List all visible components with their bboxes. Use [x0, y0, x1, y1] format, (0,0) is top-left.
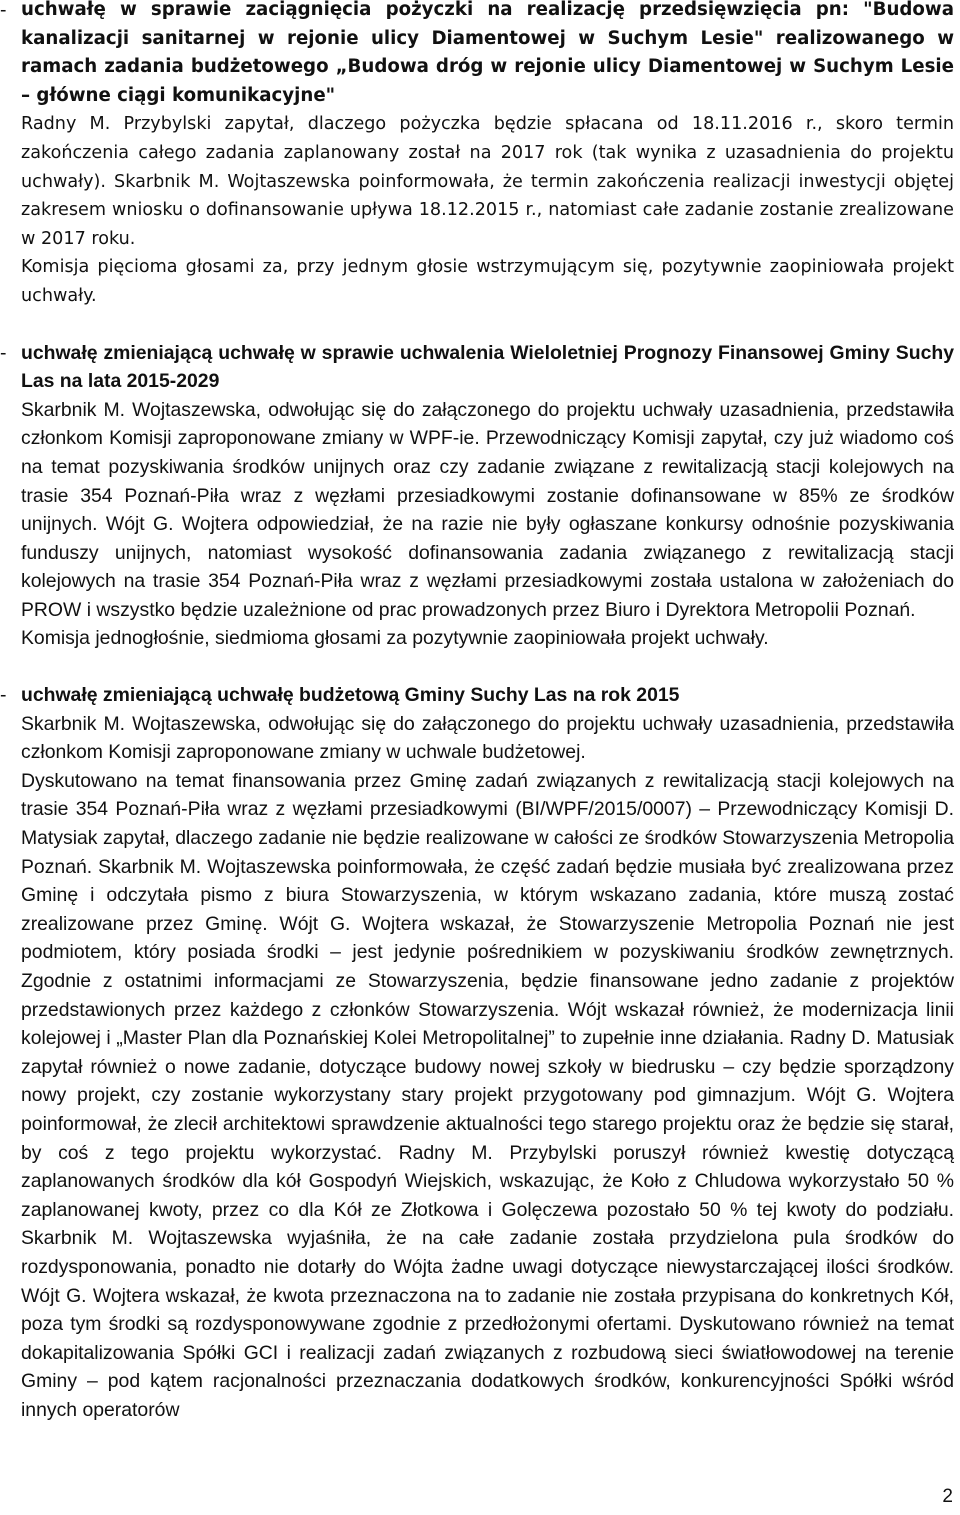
list-dash: -: [0, 684, 7, 707]
section-paragraph: Radny M. Przybylski zapytał, dlaczego pożyczka będzie spłacana od 18.11.2016 r., skoro termin zakończenia całego zadania zaplanowany został na 2017 rok (tak wynika z uzasadnienia do projektu uchwały). Skarbnik M. Wojtaszewska poinformowała, że termin zakończenia realizacji inwestycji objętej zakresem wniosku o dofinansowanie upływa 18.12.2015 r., natomiast całe zadanie zostanie zrealizowane w 2017 roku.: [21, 114, 954, 249]
page-number: 2: [942, 1486, 953, 1507]
list-dash: -: [0, 0, 7, 21]
section-paragraph: Skarbnik M. Wojtaszewska, odwołując się do załączonego do projektu uchwały uzasadnienia, przedstawiła członkom Komisji zaproponowane zmiany w WPF-ie. Przewodniczący Komisji zapytał, czy już wiadomo coś na temat pozyskiwania środków unijnych oraz czy zadanie związane z rewitalizacją stacji kolejowych na trasie 354 Poznań-Piła wraz z węzłami przesiadkowymi zostanie dofinansowane w 85% ze środków unijnych. Wójt G. Wojtera odpowiedział, że na razie nie były ogłaszane konkursy odnośnie pozyskiwania funduszy unijnych, natomiast wysokość dofinansowania zadania związanego z rewitalizacją stacji kolejowych na trasie 354 Poznań-Piła wraz z węzłami przesiadkowymi została ustalona w założeniach do PROW i wszystko będzie uzależnione od prac prowadzonych przez Biuro i Dyrektora Metropolii Poznań.: [21, 398, 954, 621]
list-dash: -: [0, 341, 7, 364]
section-heading: uchwałę w sprawie zaciągnięcia pożyczki na realizację przedsięwzięcia pn: "Budowa kanalizacji sanitarnej w rejonie ulicy Diamentowej w Suchym Lesie" realizowanego w ramach zadania budżetowego „Budowa dróg w rejonie ulicy Diamentowej w Suchym Lesie – główne ciągi komunikacyjne": [21, 0, 954, 106]
section-heading: uchwałę zmieniającą uchwałę w sprawie uchwalenia Wieloletniej Prognozy Finansowej Gminy Suchy Las na lata 2015-2029: [21, 341, 954, 393]
section-paragraph: Skarbnik M. Wojtaszewska, odwołując się do załączonego do projektu uchwały uzasadnienia, przedstawiła członkom Komisji zaproponowane zmiany w uchwale budżetowej.: [21, 712, 954, 764]
section-budget-resolution: [0, 681, 960, 1424]
section-paragraph: Komisja jednogłośnie, siedmioma głosami za pozytywnie zaopiniowała projekt uchwały.: [21, 627, 769, 650]
section-gap: [0, 311, 960, 339]
section-wpf-resolution: [0, 339, 960, 654]
section-gap: [0, 653, 960, 681]
section-paragraph: Dyskutowano na temat finansowania przez Gminę zadań związanych z rewitalizacją stacji kolejowych na trasie 354 Poznań-Piła wraz z węzłami przesiadkowymi (BI/WPF/2015/0007) – Przewodniczący Komisji D. Matysiak zapytał, dlaczego zadanie nie będzie realizowane w całości ze środków Stowarzyszenia Metropolia Poznań. Skarbnik M. Wojtaszewska poinformowała, że część zadań będzie musiała być zrealizowana przez Gminę i odczytała pismo z biura Stowarzyszenia, w którym wskazano zadania, które muszą zostać zrealizowane przez Gminę. Wójt G. Wojtera wskazał, że Stowarzyszenie Metropolia Poznań nie jest podmiotem, który posiada środki – jest jedynie pośrednikiem w pozyskiwaniu środków zewnętrznych. Zgodnie z ostatnimi informacjami ze Stowarzyszenia, będzie finansowane jedno zadanie z projektów przedstawionych przez każdego z członków Stowarzyszenia. Wójt wskazał również, że modernizacja linii kolejowej i „Master Plan dla Poznańskiej Kolei Metropolitalnej” to zupełnie inne działania. Radny D. Matusiak zapytał również o nowe zadanie, dotyczące budowy nowej szkoły w biedrusku – czy będzie sporządzony nowy projekt, czy zostanie wykorzystany stary projekt przygotowany pod gimnazjum. Wójt G. Wojtera poinformował, że zlecił architektowi sprawdzenie aktualności tego starego projektu oraz że będzie się starał, by coś z tego projektu wykorzystać. Radny M. Przybylski poruszył również kwestię dotyczącą zaplanowanych środków dla kół Gospodyń Wiejskich, wskazując, że Koło z Chludowa wykorzystało 50 % zaplanowanej kwoty, przez co dla Kół ze Złotkowa i Golęczewa pozostało 50 % tej kwoty do podziału. Skarbnik M. Wojtaszewska wyjaśniła, że na całe zadanie została przydzielona pula środków do rozdysponowania, ponadto nie dotarły do Wójta żadne uwagi dotyczące niewystarczającej ilości środków. Wójt G. Wojtera wskazał, że kwota przeznaczona na to zadanie nie została przypisana do konkretnych Kół, poza tym środki są rozdysponowywane zgodnie z przedłożonymi ofertami. Dyskutowano również na temat dokapitalizowania Spółki GCI i realizacji zadań związanych z rozbudową sieci światłowodowej na terenie Gminy – pod kątem racjonalności przeznaczania dodatkowych środków, konkurencyjności Spółki wśród innych operatorów: [21, 769, 954, 1421]
section-paragraph: Komisja pięcioma głosami za, przy jednym głosie wstrzymującym się, pozytywnie zaopiniowała projekt uchwały.: [21, 257, 954, 306]
section-loan-resolution: [0, 0, 960, 311]
section-heading: uchwałę zmieniającą uchwałę budżetową Gminy Suchy Las na rok 2015: [21, 684, 680, 707]
